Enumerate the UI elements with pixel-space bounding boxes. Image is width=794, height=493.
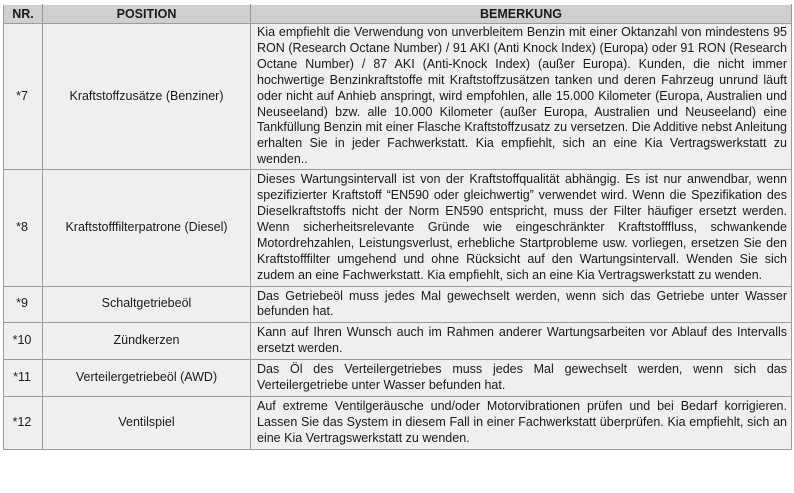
- table-row: [4, 286, 792, 323]
- row-remark: Das Öl des Verteilergetriebes muss jedes Mal gewechselt werden, wenn sich das Verteilergetriebe unter Wasser befunden hat.: [251, 360, 792, 397]
- row-number: *8: [4, 170, 43, 286]
- row-number: *9: [4, 286, 43, 323]
- table-header: [4, 5, 792, 24]
- row-remark: Dieses Wartungsintervall ist von der Kraftstoffqualität abhängig. Es ist nur anwendbar, wenn spezifizierter Kraftstoff “EN590 oder gleichwertig” verwendet wird. Wenn die Spezifikation des Dieselkraftstoffs nicht der Norm EN590 entspricht, muss der Filter häufiger ersetzt werden. Wenn sicherheitsrelevante Gründe wie eingeschränkter Kraftstofffluss, schwankende Motordrehzahlen, Leistungsverlust, erhebliche Startprobleme usw. vorliegen, ersetzen Sie den Kraftstofffilter umgehend und ohne Rücksicht auf den Wartungsintervall. Wenden Sie sich zudem an eine Fachwerkstatt. Kia empfiehlt, sich an eine Kia Vertragswerkstatt zu wenden.: [251, 170, 792, 286]
- row-remark: Das Getriebeöl muss jedes Mal gewechselt werden, wenn sich das Getriebe unter Wasser befunden hat.: [251, 286, 792, 323]
- header-nr: NR.: [4, 5, 43, 24]
- row-number: *12: [4, 396, 43, 449]
- header-row: [4, 5, 792, 24]
- table-row: [4, 396, 792, 449]
- maintenance-notes-table: [3, 4, 792, 450]
- row-remark: Kann auf Ihren Wunsch auch im Rahmen anderer Wartungsarbeiten vor Ablauf des Intervalls ersetzt werden.: [251, 323, 792, 360]
- header-remark: BEMERKUNG: [251, 5, 792, 24]
- row-position: Zündkerzen: [43, 323, 251, 360]
- row-position: Kraftstofffilterpatrone (Diesel): [43, 170, 251, 286]
- row-number: *7: [4, 24, 43, 170]
- row-remark: Kia empfiehlt die Verwendung von unverbleitem Benzin mit einer Oktanzahl von mindestens 95 RON (Research Octane Number) / 91 AKI (Anti Knock Index) (Europa) oder 91 RON (Research Octane Number) / 87 AKI (Anti-Knock Index) (außer Europa). Kunden, die nicht immer hochwertige Benzinkraftstoffe mit Kraftstoffzusätzen tanken und deren Fahrzeug unrund läuft oder nicht auf Anhieb anspringt, wird empfohlen, alle 15.000 Kilometer (Europa, Australien und Neuseeland) bzw. alle 10.000 Kilometer (außer Europa, Australien und Neuseeland) eine Tankfüllung Benzin mit einer Flasche Kraftstoffzusatz zu versetzen. Die Additive nebst Anleitung erhalten Sie in jeder Fachwerkstatt. Kia empfiehlt, sich an eine Kia Vertragswerkstatt zu wenden..: [251, 24, 792, 170]
- header-position: POSITION: [43, 5, 251, 24]
- table-body: [4, 24, 792, 450]
- table-row: [4, 24, 792, 170]
- row-position: Schaltgetriebeöl: [43, 286, 251, 323]
- row-number: *11: [4, 360, 43, 397]
- table-row: [4, 170, 792, 286]
- row-number: *10: [4, 323, 43, 360]
- table-row: [4, 360, 792, 397]
- row-remark: Auf extreme Ventilgeräusche und/oder Motorvibrationen prüfen und bei Bedarf korrigieren. Lassen Sie das System in diesem Fall in einer Fachwerkstatt überprüfen. Kia empfiehlt, sich an eine Kia Vertragswerkstatt zu wenden.: [251, 396, 792, 449]
- row-position: Verteilergetriebeöl (AWD): [43, 360, 251, 397]
- row-position: Ventilspiel: [43, 396, 251, 449]
- row-position: Kraftstoffzusätze (Benziner): [43, 24, 251, 170]
- table-row: [4, 323, 792, 360]
